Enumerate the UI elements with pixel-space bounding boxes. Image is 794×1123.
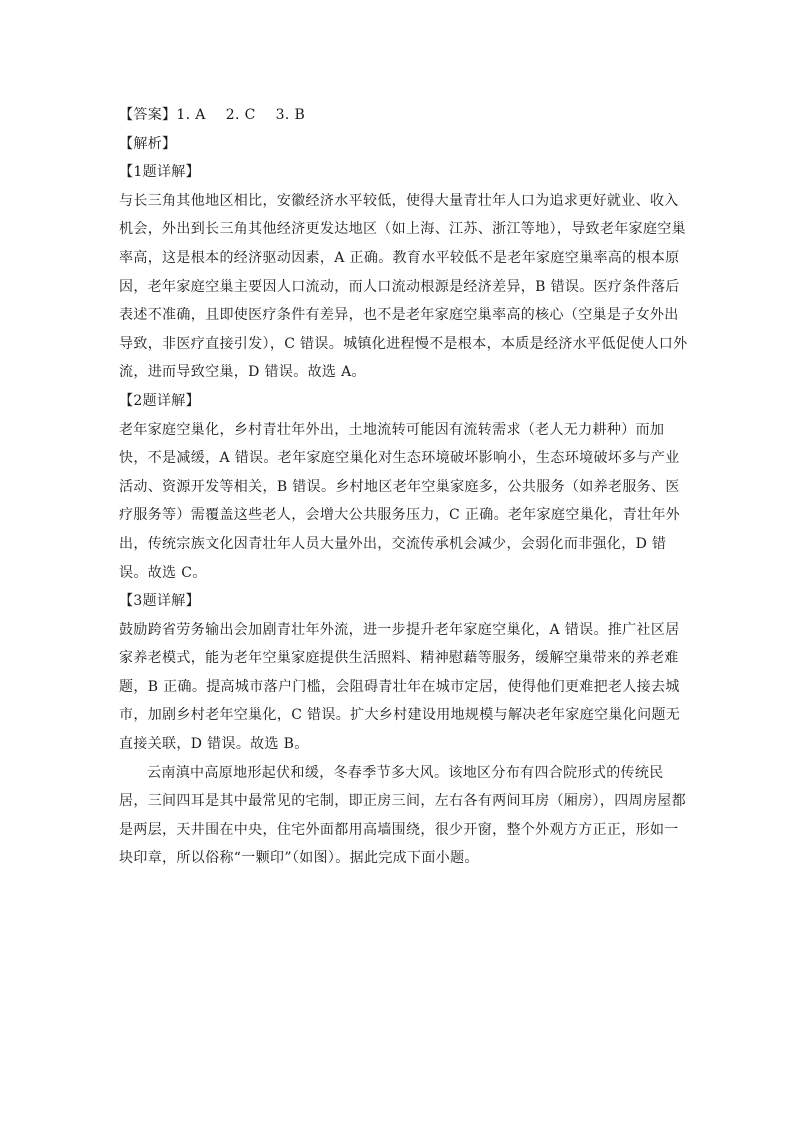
section-heading: 【3题详解】 (119, 593, 201, 610)
paragraph-line: 快，不是减缓，A 错误。老年家庭空巢化对生态环境破坏影响小，生态环境破坏多与产业 (119, 450, 680, 467)
paragraph-line: 鼓励跨省劳务输出会加剧青壮年外流，进一步提升老年家庭空巢化，A 错误。推广社区居 (119, 621, 680, 638)
answer-item: 1. A (176, 107, 206, 123)
paragraph-line: 市，加剧乡村老年空巢化，C 错误。扩大乡村建设用地规模与解决老年家庭空巢化问题无 (119, 707, 681, 724)
document-body (119, 101, 688, 873)
answer-item: 2. C (225, 107, 256, 123)
answer-item: 3. B (275, 107, 306, 123)
paragraph-line: 因，老年家庭空巢主要因人口流动，而人口流动根源是经济差异，B 错误。医疗条件落后 (119, 278, 680, 295)
paragraph-line: 出，传统宗族文化因青壮年人员大量外出，交流传承机会减少，会弱化而非强化，D 错 (119, 535, 667, 552)
section-heading: 【1题详解】 (119, 164, 201, 181)
passage-line: 块印章，所以俗称“一颗印”（如图）。据此完成下面小题。 (119, 850, 479, 867)
paragraph-line: 表述不准确，且即使医疗条件有差异，也不是老年家庭空巢率高的核心（空巢是子女外出 (119, 307, 679, 324)
passage-line: 云南滇中高原地形起伏和缓，冬春季节多大风。该地区分布有四合院形式的传统民 (147, 764, 664, 781)
answer-line (119, 101, 679, 130)
paragraph-line: 导致，非医疗直接引发），C 错误。城镇化进程慢不是根本，本质是经济水平低促使人口外 (119, 335, 688, 352)
paragraph-line: 流，进而导致空巢，D 错误。故选 A。 (119, 364, 366, 381)
passage (119, 759, 686, 873)
section-heading: 【2题详解】 (119, 392, 201, 409)
passage-line: 居，三间四耳是其中最常见的宅制，即正房三间，左右各有两间耳房（厢房），四周房屋都 (119, 793, 686, 810)
paragraph-line: 与长三角其他地区相比，安徽经济水平较低，使得大量青壮年人口为追求更好就业、收入 (119, 192, 679, 209)
paragraph-line: 率高，这是根本的经济驱动因素，A 正确。教育水平较低不是老年家庭空巢率高的根本原 (119, 249, 680, 266)
analysis-label: 【解析】 (119, 135, 177, 152)
paragraph-line: 活动、资源开发等相关，B 错误。乡村地区老年空巢家庭多，公共服务（如养老服务、医 (119, 478, 680, 495)
paragraph-line: 机会，外出到长三角其他经济更发达地区（如上海、江苏、浙江等地），导致老年家庭空巢 (119, 221, 686, 238)
paragraph-line: 直接关联，D 错误。故选 B。 (119, 736, 309, 753)
section-2 (119, 387, 679, 587)
paragraph-line: 题，B 正确。提高城市落户门槛，会阻碍青壮年在城市定居，使得他们更难把老人接去城 (119, 678, 680, 695)
section-1 (119, 158, 688, 387)
paragraph-line: 误。故选 C。 (119, 564, 207, 581)
answer-label: 【答案】 (119, 107, 177, 123)
paragraph-line: 家养老模式，能为老年空巢家庭提供生活照料、精神慰藉等服务，缓解空巢带来的养老难 (119, 650, 679, 667)
passage-line: 是两层，天井围在中央，住宅外面都用高墙围绕，很少开窗，整个外观方方正正，形如一 (119, 821, 679, 838)
section-3 (119, 587, 679, 759)
paragraph-line: 老年家庭空巢化，乡村青壮年外出，土地流转可能因有流转需求（老人无力耕种）而加 (119, 421, 665, 438)
paragraph-line: 疗服务等）需覆盖这些老人，会增大公共服务压力，C 正确。老年家庭空巢化，青壮年外 (119, 507, 681, 524)
